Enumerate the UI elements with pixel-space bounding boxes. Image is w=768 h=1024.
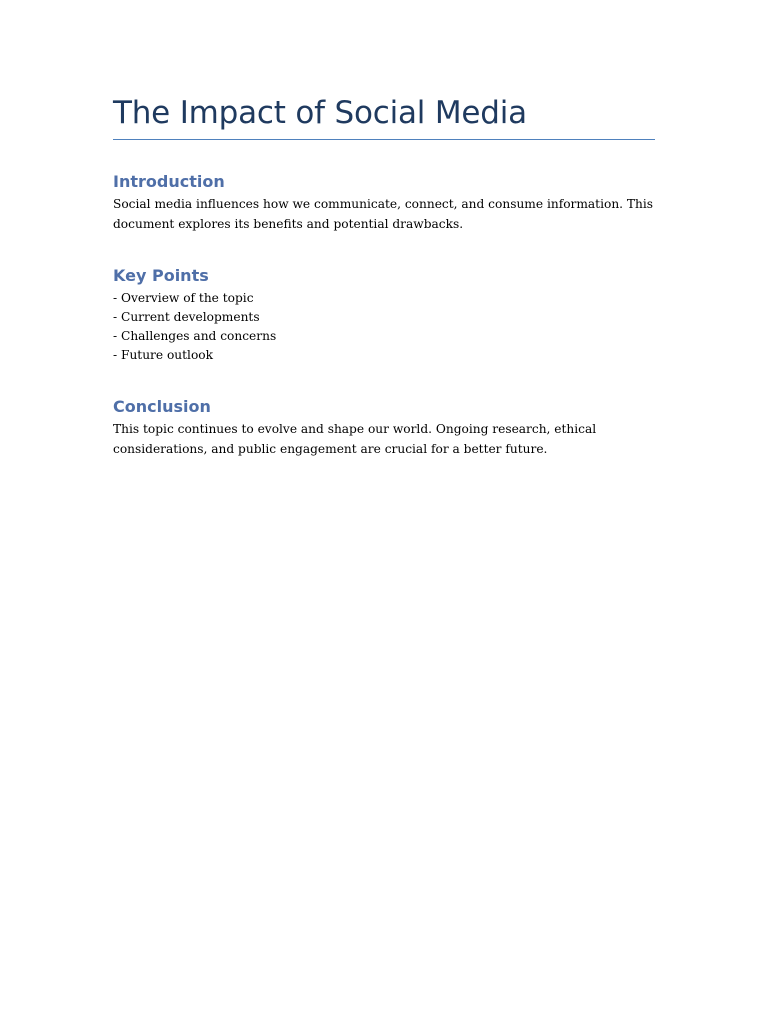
introduction-line: Social media influences how we communicate, connect, and consume information. This <box>113 197 654 211</box>
conclusion-line: considerations, and public engagement are crucial for a better future. <box>113 441 548 456</box>
document-page <box>113 90 655 459</box>
list-item: - Future outlook <box>113 348 213 362</box>
conclusion-line: This topic continues to evolve and shape our world. Ongoing research, ethical <box>113 422 597 436</box>
introduction-line: document explores its benefits and potential drawbacks. <box>113 216 464 231</box>
document-title: The Impact of Social Media <box>113 95 527 131</box>
conclusion-paragraph <box>113 420 655 459</box>
introduction-paragraph <box>113 195 655 234</box>
conclusion-section <box>113 396 655 459</box>
conclusion-heading: Conclusion <box>113 397 211 416</box>
list-item: - Current developments <box>113 310 260 324</box>
introduction-heading: Introduction <box>113 172 225 191</box>
title-underline-divider <box>113 139 655 140</box>
introduction-section <box>113 171 655 234</box>
key-points-section <box>113 265 655 365</box>
list-item: - Overview of the topic <box>113 291 254 305</box>
list-item: - Challenges and concerns <box>113 329 277 343</box>
key-points-heading: Key Points <box>113 266 209 285</box>
key-points-list <box>113 289 655 365</box>
